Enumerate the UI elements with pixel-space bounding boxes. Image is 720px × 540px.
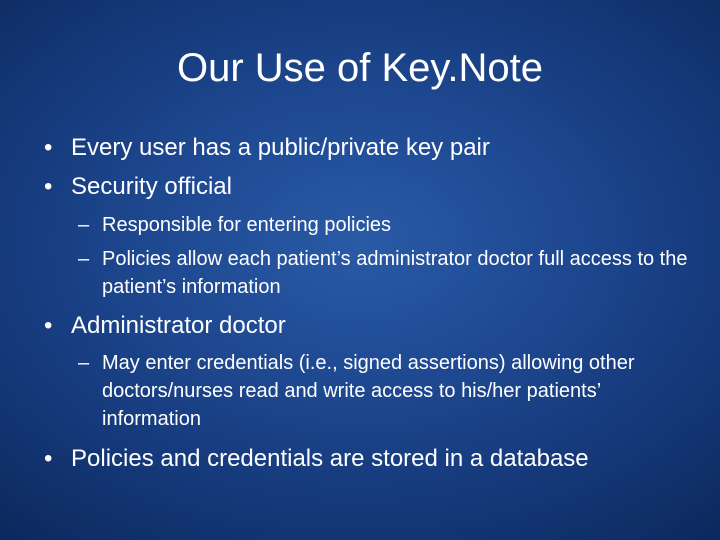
bullet-text: Every user has a public/private key pair <box>71 134 490 161</box>
bullet-glyph: • <box>44 312 53 339</box>
bullet-glyph: • <box>44 445 53 472</box>
bullet-text: Security official <box>71 173 232 200</box>
dash-glyph: – <box>78 352 90 374</box>
bullet-glyph: • <box>44 134 53 161</box>
bullet-text: Policies and credentials are stored in a database <box>71 445 589 472</box>
sub-bullet-item <box>78 211 698 239</box>
sub-bullet-text: May enter credentials (i.e., signed assertions) allowing other doctors/nurses read and write access to his/her patients’ information <box>102 352 635 430</box>
sub-bullet-item <box>78 349 698 433</box>
sub-bullet-text: Responsible for entering policies <box>102 214 392 236</box>
dash-glyph: – <box>78 214 90 236</box>
dash-glyph: – <box>78 248 90 270</box>
bullet-text: Administrator doctor <box>71 312 286 339</box>
bullet-glyph: • <box>44 173 53 200</box>
sub-bullet-text: Policies allow each patient’s administrator doctor full access to the patient’s information <box>102 248 688 298</box>
sub-bullet-item <box>78 245 698 301</box>
slide-title: Our Use of Key.Note <box>176 46 544 90</box>
